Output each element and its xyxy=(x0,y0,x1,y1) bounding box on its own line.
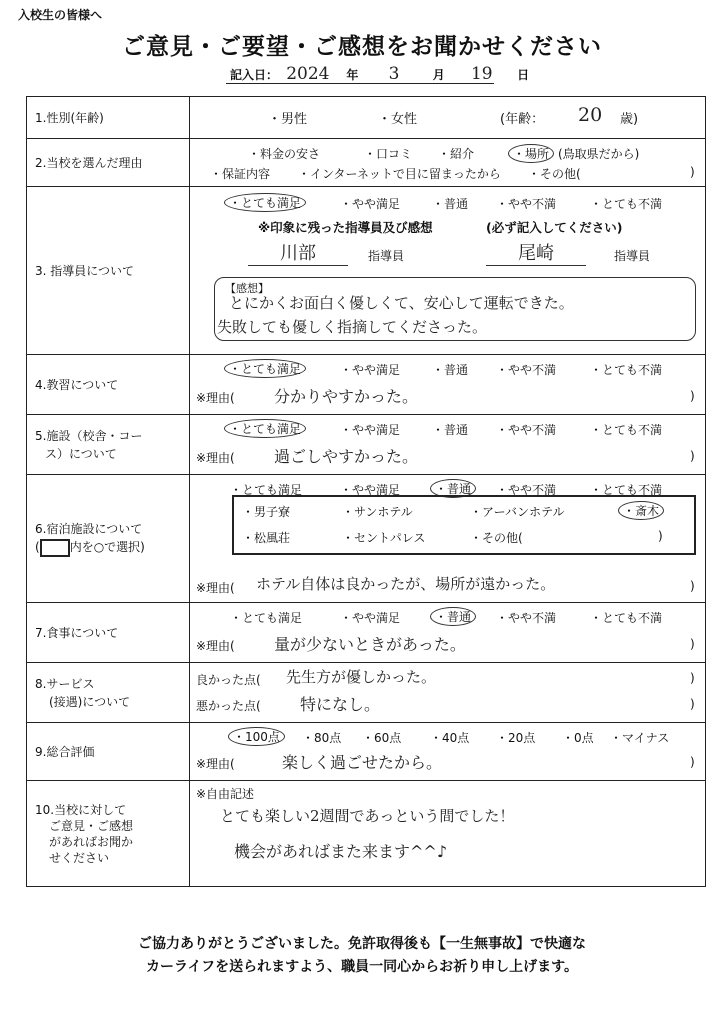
q6-lodge-sun-hotel[interactable]: ・サンホテル xyxy=(342,505,413,519)
q5-body xyxy=(190,415,706,475)
q9-reason-label: ※理由( xyxy=(196,757,235,771)
q3-instructor2-name[interactable]: 尾崎 xyxy=(486,239,586,266)
q5-label-line2: ス）について xyxy=(45,446,117,461)
date-year: 2024 xyxy=(286,64,330,84)
q6-rating-very-dissatisfied[interactable]: ・とても不満 xyxy=(590,483,663,497)
q3-instructor1-suffix: 指導員 xyxy=(368,249,405,263)
q3-instructor1-name[interactable]: 川部 xyxy=(248,239,348,266)
q6-lodge-saint-palace[interactable]: ・セントパレス xyxy=(342,531,426,545)
q5-reason-close: ) xyxy=(690,449,695,463)
q8-label-line1: 8.サービス xyxy=(35,676,95,691)
footer-line2: カーライフを送られますよう、職員一同心からお祈り申し上げます。 xyxy=(145,959,579,975)
q3-rating-somewhat-dissatisfied[interactable]: ・やや不満 xyxy=(496,197,557,211)
q7-rating-very-satisfied[interactable]: ・とても満足 xyxy=(230,611,303,625)
q5-rating-somewhat-dissatisfied[interactable]: ・やや不満 xyxy=(496,423,557,437)
q7-body xyxy=(190,603,706,663)
q9-score-20[interactable]: ・20点 xyxy=(496,731,536,745)
q3-rating-neutral[interactable]: ・普通 xyxy=(432,197,469,211)
q6-label-box-icon xyxy=(40,539,70,557)
q7-rating-very-dissatisfied[interactable]: ・とても不満 xyxy=(590,611,663,625)
q6-body xyxy=(190,475,706,603)
q2-opt-location[interactable]: ・場所 xyxy=(508,144,554,163)
date-year-unit: 年 xyxy=(346,68,359,82)
entry-date xyxy=(230,64,529,84)
q3-kanso-label: 【感想】 xyxy=(225,282,269,295)
q4-rating-very-dissatisfied[interactable]: ・とても不満 xyxy=(590,363,663,377)
q3-instructor2-suffix: 指導員 xyxy=(614,249,651,263)
q6-lodge-urban-hotel[interactable]: ・アーバンホテル xyxy=(470,505,565,519)
q10-label-line4: せください xyxy=(49,850,110,865)
q4-body xyxy=(190,355,706,415)
q1-label: 1.性別(年齢) xyxy=(27,97,190,139)
date-day: 19 xyxy=(470,64,493,84)
q8-label xyxy=(27,663,190,723)
q10-free-label: ※自由記述 xyxy=(196,787,255,801)
q3-rating-very-dissatisfied[interactable]: ・とても不満 xyxy=(590,197,663,211)
q9-score-100[interactable]: ・100点 xyxy=(228,727,285,746)
q6-rating-very-satisfied[interactable]: ・とても満足 xyxy=(230,483,303,497)
date-month-unit: 月 xyxy=(432,68,445,82)
header-recipient: 入校生の皆様へ xyxy=(18,8,103,22)
q2-body xyxy=(190,139,706,187)
q1-age-value[interactable]: 20 xyxy=(578,104,603,126)
date-month: 3 xyxy=(388,64,400,84)
q6-label xyxy=(27,475,190,603)
q9-body xyxy=(190,723,706,781)
q2-opt-internet[interactable]: ・インターネットで目に留まったから xyxy=(298,167,501,181)
q4-reason-close: ) xyxy=(690,389,695,403)
q5-rating-somewhat-satisfied[interactable]: ・やや満足 xyxy=(340,423,401,437)
q2-other-close: ) xyxy=(690,165,695,179)
q5-rating-neutral[interactable]: ・普通 xyxy=(432,423,469,437)
q1-female[interactable]: ・女性 xyxy=(378,112,418,127)
q3-kanso-box xyxy=(214,277,696,341)
q7-rating-somewhat-satisfied[interactable]: ・やや満足 xyxy=(340,611,401,625)
q2-opt-other[interactable]: ・その他( xyxy=(528,167,581,181)
q9-label: 9.総合評価 xyxy=(27,723,190,781)
q7-rating-neutral[interactable]: ・普通 xyxy=(430,607,476,626)
q6-label-line1: 6.宿泊施設について xyxy=(35,522,143,537)
q8-good-close: ) xyxy=(690,671,695,685)
q2-opt-price[interactable]: ・料金の安さ xyxy=(248,147,321,161)
q10-body xyxy=(190,781,706,887)
q8-good-label: 良かった点( xyxy=(196,673,261,687)
q7-reason[interactable]: 量が少ないときがあった。 xyxy=(274,635,466,654)
page-title: ご意見・ご要望・ご感想をお聞かせください xyxy=(122,34,602,60)
q3-note-required: (必ず記入してください) xyxy=(486,220,623,235)
q7-reason-close: ) xyxy=(690,637,695,651)
q4-label: 4.教習について xyxy=(27,355,190,415)
q2-opt-review[interactable]: ・口コミ xyxy=(364,147,413,161)
q5-reason[interactable]: 過ごしやすかった。 xyxy=(274,447,419,466)
q9-reason-close: ) xyxy=(690,755,695,769)
q1-body xyxy=(190,97,706,139)
q6-reason-close: ) xyxy=(690,579,695,593)
q3-body xyxy=(190,187,706,355)
q8-label-line2: (接遇)について xyxy=(49,694,131,709)
q6-lodge-saiki[interactable]: ・斎木 xyxy=(618,501,664,520)
q4-reason-label: ※理由( xyxy=(196,391,235,405)
q3-label: 3. 指導員について xyxy=(27,187,190,355)
q7-rating-somewhat-dissatisfied[interactable]: ・やや不満 xyxy=(496,611,557,625)
q6-rating-somewhat-dissatisfied[interactable]: ・やや不満 xyxy=(496,483,557,497)
q2-label: 2.当校を選んだ理由 xyxy=(27,139,190,187)
q4-rating-very-satisfied[interactable]: ・とても満足 xyxy=(224,359,306,378)
q5-rating-very-satisfied[interactable]: ・とても満足 xyxy=(224,419,306,438)
q9-score-60[interactable]: ・60点 xyxy=(362,731,402,745)
q3-kanso-line1[interactable]: とにかくお面白く優しくて、安心して運転できた。 xyxy=(229,294,574,312)
q5-rating-very-dissatisfied[interactable]: ・とても不満 xyxy=(590,423,663,437)
q6-reason[interactable]: ホテル自体は良かったが、場所が遠かった。 xyxy=(256,575,556,593)
q8-good[interactable]: 先生方が優しかった。 xyxy=(286,668,437,686)
footer-message xyxy=(0,933,724,979)
q1-age-label: (年齢： xyxy=(500,112,545,127)
q8-bad[interactable]: 特になし。 xyxy=(300,695,381,714)
q3-rating-somewhat-satisfied[interactable]: ・やや満足 xyxy=(340,197,401,211)
q6-lodge-other-close: ) xyxy=(658,529,663,543)
q6-lodge-dormitory[interactable]: ・男子寮 xyxy=(242,505,291,519)
q3-note: ※印象に残った指導員及び感想 xyxy=(258,220,433,235)
q8-bad-close: ) xyxy=(690,697,695,711)
q1-male[interactable]: ・男性 xyxy=(268,112,308,127)
q5-reason-label: ※理由( xyxy=(196,451,235,465)
q6-rating-somewhat-satisfied[interactable]: ・やや満足 xyxy=(340,483,401,497)
q4-reason[interactable]: 分かりやすかった。 xyxy=(274,387,419,406)
q6-lodge-shofuso[interactable]: ・松風荘 xyxy=(242,531,291,545)
q9-score-40[interactable]: ・40点 xyxy=(430,731,470,745)
q4-rating-neutral[interactable]: ・普通 xyxy=(432,363,469,377)
q8-bad-label: 悪かった点( xyxy=(196,699,261,713)
q10-label-line3: があればお聞か xyxy=(49,834,134,849)
footer-line1: ご協力ありがとうございました。免許取得後も【一生無事故】で快適な xyxy=(138,936,586,952)
q9-score-80[interactable]: ・80点 xyxy=(302,731,342,745)
q3-rating-very-satisfied[interactable]: ・とても満足 xyxy=(224,193,306,212)
q10-free-line1[interactable]: とても楽しい2週間であっという間でした！ xyxy=(220,807,515,825)
q6-lodging-box xyxy=(232,495,696,555)
q8-body xyxy=(190,663,706,723)
q2-opt-location-note: (鳥取県だから) xyxy=(558,147,640,161)
q9-score-0[interactable]: ・0点 xyxy=(562,731,594,745)
date-underline xyxy=(226,83,494,84)
q3-kanso-line2[interactable]: 失敗しても優しく指摘してくださった。 xyxy=(217,318,488,336)
q7-label: 7.食事について xyxy=(27,603,190,663)
q5-label xyxy=(27,415,190,475)
q2-opt-warranty[interactable]: ・保証内容 xyxy=(210,167,271,181)
q10-free-line2[interactable]: 機会があればまた来ます^^♪ xyxy=(234,842,448,861)
date-label: 記入日： xyxy=(230,68,279,82)
q6-label-line2: ( 内を○で選択) xyxy=(35,538,189,557)
q10-label-line2: ご意見・ご感想 xyxy=(49,818,134,833)
q6-lodge-other[interactable]: ・その他( xyxy=(470,531,523,545)
q4-rating-somewhat-satisfied[interactable]: ・やや満足 xyxy=(340,363,401,377)
date-day-unit: 日 xyxy=(517,68,530,82)
q10-label-line1: 10.当校に対して xyxy=(35,802,127,817)
q5-label-line1: 5.施設（校舎・コー xyxy=(35,428,143,443)
q1-age-unit: 歳) xyxy=(620,112,639,127)
q9-reason[interactable]: 楽しく過ごせたから。 xyxy=(282,753,443,772)
q2-opt-referral[interactable]: ・紹介 xyxy=(438,147,475,161)
q6-reason-label: ※理由( xyxy=(196,581,235,595)
q9-score-minus[interactable]: ・マイナス xyxy=(610,731,670,745)
survey-table xyxy=(26,96,706,887)
q4-rating-somewhat-dissatisfied[interactable]: ・やや不満 xyxy=(496,363,557,377)
q7-reason-label: ※理由( xyxy=(196,639,235,653)
q6-rating-neutral[interactable]: ・普通 xyxy=(430,479,476,498)
q10-label xyxy=(27,781,190,887)
